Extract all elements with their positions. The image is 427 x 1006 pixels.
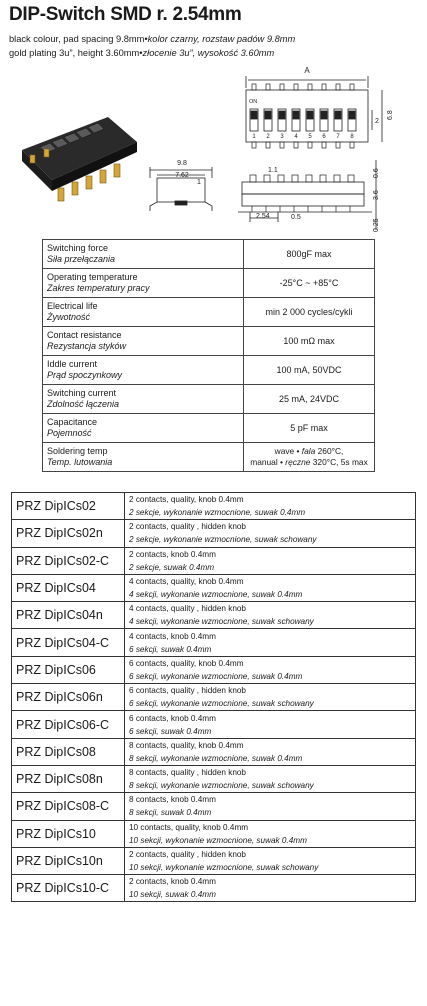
spec-label-pl: Rezystancja styków [47, 341, 127, 351]
product-desc-pl: 6 sekcji, suwak 0.4mm [129, 644, 212, 654]
product-desc-pl: 2 sekcje, suwak 0.4mm [129, 562, 215, 572]
product-desc: 2 contacts, quality, knob 0.4mm [129, 495, 244, 505]
dim-1-label: 1 [197, 179, 201, 186]
switch-number: 8 [350, 134, 354, 140]
product-desc-pl: 6 sekcji, wykonanie wzmocnione, suwak 0.4mm [129, 671, 303, 681]
product-desc: 4 contacts, knob 0.4mm [129, 631, 216, 641]
specifications-table [42, 239, 375, 472]
product-list-table [11, 492, 416, 902]
product-desc-pl: 10 sekcji, wykonanie wzmocnione, suwak 0.4mm [129, 835, 307, 845]
product-desc: 6 contacts, quality , hidden knob [129, 686, 246, 696]
switch-number: 2 [266, 134, 270, 140]
spec-label: Iddle current [47, 359, 98, 369]
product-desc: 8 contacts, knob 0.4mm [129, 795, 216, 805]
dim-1-1-label: 1.1 [268, 167, 278, 174]
product-row [12, 847, 416, 874]
switch-knobs [251, 111, 355, 119]
product-code: PRZ DipICs08 [12, 738, 125, 765]
subtitle-line-2-en: gold plating 3u”, height 3.60mm• [9, 48, 143, 58]
switch-numbers [252, 134, 354, 140]
product-desc: 2 contacts, knob 0.4mm [129, 877, 216, 887]
subtitle-line-1 [9, 33, 295, 46]
spec-label-pl: Zdolność łączenia [47, 399, 120, 409]
spec-value: 100 mA, 50VDC [244, 356, 375, 385]
product-row [12, 574, 416, 601]
product-code: PRZ DipICs10 [12, 820, 125, 847]
spec-value-text: 320°C, 5s max [310, 457, 368, 467]
product-desc-pl: 8 sekcji, suwak 0.4mm [129, 808, 212, 818]
dim-0-6-label: 0.6 [373, 168, 380, 178]
spec-row [43, 269, 375, 298]
product-desc-pl: 8 sekcji, wykonanie wzmocnione, suwak 0.4mm [129, 753, 303, 763]
spec-value-text-pl: fala [301, 446, 316, 456]
dim-2-label: 2 [375, 118, 379, 125]
spec-label: Contact resistance [47, 330, 122, 340]
spec-value-line [248, 457, 370, 468]
dim-3-6-label: 3.6 [373, 190, 380, 200]
product-row [12, 793, 416, 820]
product-desc: 2 contacts, quality , hidden knob [129, 522, 246, 532]
spec-row [43, 443, 375, 472]
spec-label-pl: Zakres temperatury pracy [47, 283, 150, 293]
product-code: PRZ DipICs06 [12, 656, 125, 683]
subtitle-line-2 [9, 47, 274, 60]
product-row [12, 738, 416, 765]
spec-label-pl: Prąd spoczynkowy [47, 370, 123, 380]
spec-value: min 2 000 cycles/cykli [244, 298, 375, 327]
page-title: DIP-Switch SMD r. 2.54mm [9, 4, 242, 25]
product-desc-pl: 6 sekcji, wykonanie wzmocnione, suwak schowany [129, 699, 314, 709]
spec-value-text-pl: ręczne [285, 457, 311, 467]
dim-6-8-label: 6.8 [387, 110, 394, 120]
product-code: PRZ DipICs08-C [12, 793, 125, 820]
product-desc-pl: 4 sekcji, wykonanie wzmocnione, suwak schowany [129, 617, 314, 627]
technical-drawings [0, 60, 427, 235]
product-desc: 4 contacts, quality, knob 0.4mm [129, 577, 244, 587]
spec-row [43, 327, 375, 356]
switch-number: 7 [336, 134, 340, 140]
spec-row [43, 298, 375, 327]
product-desc: 8 contacts, quality, knob 0.4mm [129, 740, 244, 750]
product-code: PRZ DipICs06-C [12, 711, 125, 738]
product-desc: 2 contacts, knob 0.4mm [129, 549, 216, 559]
product-row [12, 656, 416, 683]
spec-value-text: 260°C, [315, 446, 344, 456]
spec-label: Capacitance [47, 417, 98, 427]
product-photo [22, 117, 137, 201]
spec-label: Operating temperature [47, 272, 138, 282]
spec-row [43, 356, 375, 385]
switch-number: 6 [322, 134, 326, 140]
subtitle-line-1-pl: kolor czarny, rozstaw padów 9.8mm [147, 34, 296, 44]
switch-number: 3 [280, 134, 284, 140]
spec-value-line [248, 446, 370, 457]
dim-2-54-label: 2.54 [256, 213, 270, 220]
spec-row [43, 240, 375, 269]
product-desc: 8 contacts, quality , hidden knob [129, 768, 246, 778]
spec-value-text: manual • [250, 457, 286, 467]
product-row [12, 875, 416, 902]
product-row [12, 765, 416, 792]
product-code: PRZ DipICs04 [12, 574, 125, 601]
product-desc-pl: 8 sekcji, wykonanie wzmocnione, suwak schowany [129, 781, 314, 791]
product-desc-pl: 10 sekcji, suwak 0.4mm [129, 890, 216, 900]
subtitle-line-2-pl: złocenie 3u”, wysokość 3.60mm [142, 48, 275, 58]
product-desc-pl: 4 sekcji, wykonanie wzmocnione, suwak 0.4mm [129, 590, 303, 600]
spec-row [43, 414, 375, 443]
product-row [12, 602, 416, 629]
spec-value: 5 pF max [244, 414, 375, 443]
spec-label: Soldering temp [47, 446, 108, 456]
product-row [12, 711, 416, 738]
product-row [12, 493, 416, 520]
product-code: PRZ DipICs10-C [12, 875, 125, 902]
product-desc: 6 contacts, quality, knob 0.4mm [129, 658, 244, 668]
spec-value: 25 mA, 24VDC [244, 385, 375, 414]
dim-7-62-label: 7.62 [175, 172, 189, 179]
product-row [12, 547, 416, 574]
product-desc-pl: 6 sekcji, suwak 0.4mm [129, 726, 212, 736]
switch-number: 4 [294, 134, 298, 140]
product-code: PRZ DipICs08n [12, 765, 125, 792]
spec-value: 100 mΩ max [244, 327, 375, 356]
spec-label-pl: Siła przełączania [47, 254, 116, 264]
product-desc: 2 contacts, quality , hidden knob [129, 850, 246, 859]
spec-label-pl: Pojemność [47, 428, 92, 438]
spec-label-pl: Żywotność [47, 312, 91, 322]
spec-label-pl: Temp. lutowania [47, 457, 113, 467]
product-code: PRZ DipICs04-C [12, 629, 125, 656]
product-code: PRZ DipICs04n [12, 602, 125, 629]
spec-label: Switching current [47, 388, 117, 398]
product-desc: 4 contacts, quality , hidden knob [129, 604, 246, 614]
product-row [12, 629, 416, 656]
product-desc: 10 contacts, quality, knob 0.4mm [129, 822, 249, 832]
product-code: PRZ DipICs02n [12, 520, 125, 547]
product-desc-pl: 2 sekcje, wykonanie wzmocnione, suwak schowany [129, 535, 317, 545]
spec-value-text: wave • [274, 446, 302, 456]
spec-row [43, 385, 375, 414]
product-desc: 6 contacts, knob 0.4mm [129, 713, 216, 723]
dim-a-label: A [304, 66, 310, 75]
product-row [12, 820, 416, 847]
on-label: ON [249, 99, 258, 105]
product-code: PRZ DipICs02 [12, 493, 125, 520]
product-code: PRZ DipICs02-C [12, 547, 125, 574]
dim-0-5-label: 0.5 [291, 214, 301, 221]
dim-9-8-label: 9.8 [177, 160, 187, 167]
switch-number: 5 [308, 134, 312, 140]
product-row [12, 684, 416, 711]
switch-number: 1 [252, 134, 256, 140]
spec-value: -25°C ~ +85°C [244, 269, 375, 298]
subtitle-line-1-en: black colour, pad spacing 9.8mm• [9, 34, 148, 44]
spec-value [244, 443, 375, 472]
product-desc-pl: 2 sekcje, wykonanie wzmocnione, suwak 0.4mm [129, 508, 306, 518]
product-row [12, 520, 416, 547]
spec-value: 800gF max [244, 240, 375, 269]
product-code: PRZ DipICs10n [12, 847, 125, 874]
product-desc-pl: 10 sekcji, wykonanie wzmocnione, suwak schowany [129, 863, 319, 872]
spec-label: Electrical life [47, 301, 98, 311]
spec-label: Switching force [47, 243, 109, 253]
product-code: PRZ DipICs06n [12, 684, 125, 711]
dim-0-25-label: 0.25 [373, 218, 380, 232]
